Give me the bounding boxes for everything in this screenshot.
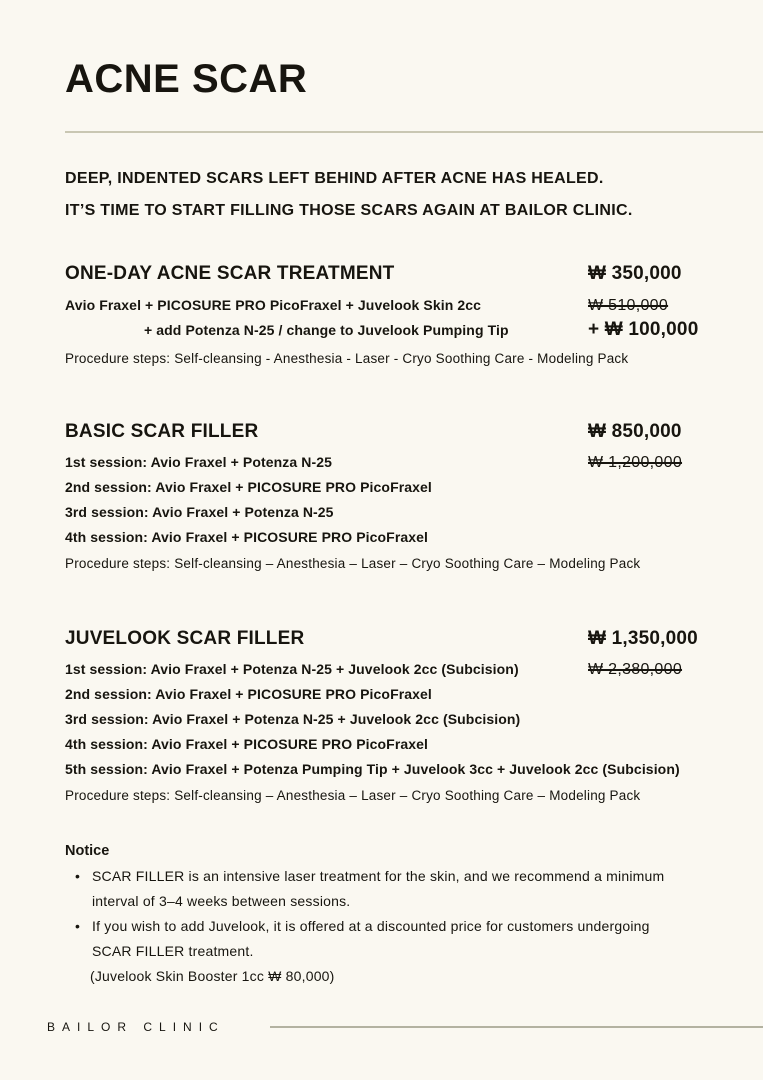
original-price-struck: ₩ 2,380,000 bbox=[588, 661, 683, 678]
section-heading-row bbox=[65, 261, 763, 287]
procedure-steps: Procedure steps: Self-cleansing – Anesthesia – Laser – Cryo Soothing Care – Modeling Pack bbox=[65, 788, 641, 803]
procedure-steps: Procedure steps: Self-cleansing - Anesthesia - Laser - Cryo Soothing Care - Modeling Pack bbox=[65, 351, 629, 366]
original-price-struck: ₩ 510,000 bbox=[588, 297, 669, 314]
notice-list bbox=[65, 864, 677, 964]
addon-option-row bbox=[65, 317, 763, 344]
footer bbox=[47, 1020, 763, 1034]
session-line-4: 4th session: Avio Fraxel + PICOSURE PRO PicoFraxel bbox=[65, 529, 429, 545]
session-line-3: 3rd session: Avio Fraxel + Potenza N-25 bbox=[65, 504, 334, 520]
footer-divider-line bbox=[270, 1026, 763, 1028]
procedure-steps: Procedure steps: Self-cleansing – Anesthesia – Laser – Cryo Soothing Care – Modeling Pack bbox=[65, 556, 641, 571]
intro-line-1: DEEP, INDENTED SCARS LEFT BEHIND AFTER ACNE HAS HEALED. bbox=[65, 170, 604, 187]
section-juvelook-scar-filler bbox=[65, 626, 763, 808]
section-price: ₩ 1,350,000 bbox=[588, 628, 698, 649]
notice-bullet-2-text: If you wish to add Juvelook, it is offered at a discounted price for customers undergoing SCAR FILLER treatment. bbox=[92, 918, 650, 959]
notice-bullet-1-text: SCAR FILLER is an intensive laser treatment for the skin, and we recommend a minimum interval of 3–4 weeks between sessions. bbox=[92, 868, 665, 909]
notice-heading: Notice bbox=[65, 843, 110, 859]
addon-price: + ₩ 100,000 bbox=[588, 319, 699, 340]
intro-line-2: IT’S TIME TO START FILLING THOSE SCARS AGAIN AT BAILOR CLINIC. bbox=[65, 202, 633, 219]
session-line-5: 5th session: Avio Fraxel + Potenza Pumping Tip + Juvelook 3cc + Juvelook 2cc (Subcision) bbox=[65, 761, 680, 777]
session-row bbox=[65, 657, 763, 682]
treatment-composition: Avio Fraxel + PICOSURE PRO PicoFraxel + Juvelook Skin 2cc bbox=[65, 297, 482, 313]
session-line-1: 1st session: Avio Fraxel + Potenza N-25 + Juvelook 2cc (Subcision) bbox=[65, 661, 519, 677]
notice-price-note: (Juvelook Skin Booster 1cc ₩ 80,000) bbox=[90, 968, 335, 984]
title-divider-line bbox=[65, 131, 763, 133]
section-heading-row bbox=[65, 626, 763, 652]
session-line-4: 4th session: Avio Fraxel + PICOSURE PRO PicoFraxel bbox=[65, 736, 429, 752]
notice-bullet-1 bbox=[65, 864, 677, 914]
section-heading: ONE-DAY ACNE SCAR TREATMENT bbox=[65, 263, 395, 284]
section-price: ₩ 850,000 bbox=[588, 421, 682, 442]
session-line-2: 2nd session: Avio Fraxel + PICOSURE PRO PicoFraxel bbox=[65, 479, 432, 495]
treatment-composition-row bbox=[65, 293, 763, 317]
section-heading: BASIC SCAR FILLER bbox=[65, 421, 259, 442]
section-heading-row bbox=[65, 419, 763, 445]
original-price-struck: ₩ 1,200,000 bbox=[588, 454, 683, 471]
session-line-1: 1st session: Avio Fraxel + Potenza N-25 bbox=[65, 454, 333, 470]
clinic-brand-name: BAILOR CLINIC bbox=[47, 1020, 225, 1034]
notice-block bbox=[65, 839, 763, 989]
session-line-3: 3rd session: Avio Fraxel + Potenza N-25 + Juvelook 2cc (Subcision) bbox=[65, 711, 521, 727]
notice-bullet-2 bbox=[65, 914, 677, 964]
session-row bbox=[65, 450, 763, 475]
section-one-day-acne-scar-treatment bbox=[65, 261, 763, 371]
intro-text bbox=[65, 163, 763, 227]
page-title: ACNE SCAR bbox=[65, 57, 308, 101]
session-line-2: 2nd session: Avio Fraxel + PICOSURE PRO PicoFraxel bbox=[65, 686, 432, 702]
addon-option: + add Potenza N-25 / change to Juvelook Pumping Tip bbox=[144, 322, 509, 338]
section-basic-scar-filler bbox=[65, 419, 763, 576]
section-heading: JUVELOOK SCAR FILLER bbox=[65, 628, 305, 649]
section-price: ₩ 350,000 bbox=[588, 263, 682, 284]
